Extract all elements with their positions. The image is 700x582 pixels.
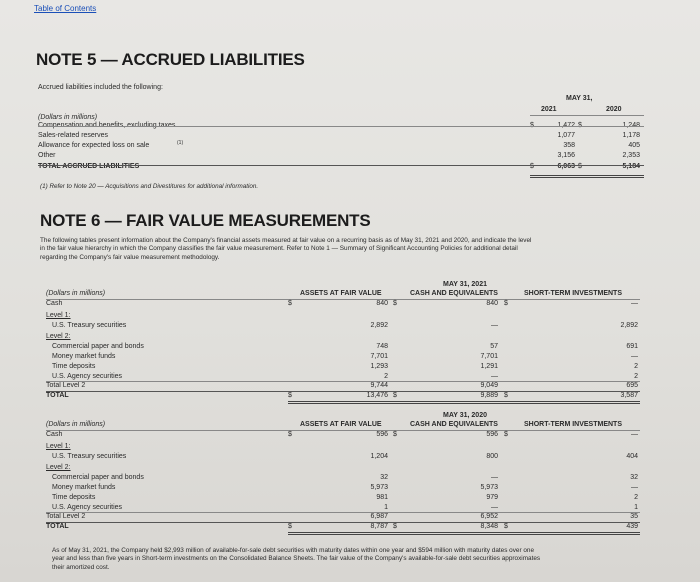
value-cash: 979 <box>486 493 498 501</box>
value-cash: 6,952 <box>480 513 498 521</box>
table-row-label: Commercial paper and bonds <box>52 474 144 482</box>
col-header-short-term: SHORT-TERM INVESTMENTS <box>524 421 623 428</box>
value-assets: 840 <box>376 300 388 307</box>
value-assets: 8,787 <box>370 523 388 531</box>
note5-intro: Accrued liabilities included the following: <box>38 84 163 91</box>
note5-title: NOTE 5 — ACCRUED LIABILITIES <box>36 50 305 69</box>
table-row-label: Sales-related reserves <box>38 132 109 139</box>
table-row-label: Time deposits <box>52 362 96 370</box>
value-assets: 1 <box>384 503 388 511</box>
value-cash: 9,889 <box>480 392 498 400</box>
table-row-label: Other <box>38 152 56 159</box>
value-2020: 1,248 <box>622 122 640 129</box>
currency-symbol: $ <box>504 431 508 438</box>
currency-symbol: $ <box>393 392 397 400</box>
value-short-term: — <box>631 484 638 491</box>
currency-symbol: $ <box>393 431 397 438</box>
value-short-term: — <box>631 353 638 360</box>
table-row-label: Allowance for expected loss on sale <box>38 142 150 149</box>
currency-symbol: $ <box>504 300 508 307</box>
value-2021: 358 <box>563 142 575 149</box>
value-short-term: 32 <box>630 474 638 482</box>
currency-symbol: $ <box>504 392 508 400</box>
total-rule <box>46 522 640 523</box>
value-cash: 57 <box>490 343 498 351</box>
total-rule <box>46 391 640 392</box>
value-cash: 800 <box>486 452 498 460</box>
table-row-label: U.S. Agency securities <box>52 372 123 380</box>
value-short-term: 404 <box>626 452 638 460</box>
table-date-header: MAY 31, 2020 <box>443 412 487 419</box>
value-cash: — <box>491 503 498 511</box>
value-assets: 9,744 <box>370 382 388 390</box>
table-row-label: Total Level 2 <box>46 382 86 390</box>
value-cash: — <box>491 474 498 482</box>
table-row-label: Level 2: <box>46 464 71 472</box>
note5-year-2020: 2020 <box>606 106 622 113</box>
value-short-term: 35 <box>630 513 638 521</box>
currency-symbol: $ <box>393 300 397 307</box>
value-assets: 1,204 <box>370 452 388 460</box>
table-row-label: U.S. Agency securities <box>52 503 123 511</box>
value-short-term: 695 <box>626 382 638 390</box>
currency-symbol: $ <box>578 122 582 129</box>
table-row-label: Cash <box>46 300 63 307</box>
note5-units: (Dollars in millions) <box>38 114 98 121</box>
value-short-term: 2,892 <box>620 321 638 329</box>
value-cash: — <box>491 321 498 329</box>
value-short-term: 1 <box>634 503 638 511</box>
currency-symbol: $ <box>530 163 534 170</box>
value-2020: 1,178 <box>622 132 640 139</box>
value-2021: 1,472 <box>557 122 575 129</box>
table-units: (Dollars in millions) <box>46 290 106 297</box>
value-assets: 5,973 <box>370 484 388 491</box>
value-cash: 8,348 <box>480 523 498 531</box>
total-double-rule <box>288 401 640 404</box>
currency-symbol: $ <box>288 431 292 438</box>
note5-year-2021: 2021 <box>541 106 557 113</box>
value-cash: 7,701 <box>480 353 498 360</box>
value-assets: 7,701 <box>370 353 388 360</box>
value-short-term: 439 <box>626 523 638 531</box>
table-units: (Dollars in millions) <box>46 421 106 428</box>
value-assets: 2 <box>384 372 388 380</box>
table-of-contents-link[interactable]: Table of Contents <box>34 4 97 13</box>
note5-date-header: MAY 31, <box>566 95 593 102</box>
table-row-label: TOTAL <box>46 523 69 531</box>
currency-symbol: $ <box>288 300 292 307</box>
value-short-term: 691 <box>626 343 638 351</box>
value-short-term: 2 <box>634 493 638 501</box>
table-row-label: Level 2: <box>46 333 71 341</box>
currency-symbol: $ <box>578 163 582 170</box>
col-header-assets: ASSETS AT FAIR VALUE <box>300 421 382 428</box>
value-2021: 6,063 <box>557 163 575 170</box>
value-2020: 2,353 <box>622 152 640 159</box>
value-cash: 596 <box>486 431 498 438</box>
table-row-label: Level 1: <box>46 442 71 450</box>
currency-symbol: $ <box>393 523 397 531</box>
table-row-label: Total Level 2 <box>46 513 86 521</box>
table-row-label: Level 1: <box>46 311 71 319</box>
table-row-label: U.S. Treasury securities <box>52 321 127 329</box>
value-cash: 5,973 <box>480 484 498 491</box>
currency-symbol: $ <box>288 392 292 400</box>
value-2021: 3,156 <box>557 152 575 159</box>
value-assets: 596 <box>376 431 388 438</box>
value-assets: 1,293 <box>370 362 388 370</box>
table-row-label: Money market funds <box>52 484 116 491</box>
table-date-header: MAY 31, 2021 <box>443 281 487 288</box>
table-row-label: Compensation and benefits, excluding taxes <box>38 122 176 129</box>
value-cash: 840 <box>486 300 498 307</box>
note6-title: NOTE 6 — FAIR VALUE MEASUREMENTS <box>40 211 371 230</box>
value-assets: 2,892 <box>370 321 388 329</box>
value-cash: 9,049 <box>480 382 498 390</box>
table-row-label: Money market funds <box>52 353 116 360</box>
value-2020: 5,184 <box>622 163 640 170</box>
table-row-label: Commercial paper and bonds <box>52 343 144 351</box>
table-row-label: Time deposits <box>52 493 96 501</box>
value-assets: 981 <box>376 493 388 501</box>
value-assets: 32 <box>380 474 388 482</box>
value-cash: — <box>491 372 498 380</box>
value-2021: 1,077 <box>557 132 575 139</box>
value-short-term: 3,587 <box>620 392 638 400</box>
table-row-label: U.S. Treasury securities <box>52 452 127 460</box>
subtotal-rule <box>46 381 640 382</box>
value-2020: 405 <box>628 142 640 149</box>
currency-symbol: $ <box>504 523 508 531</box>
table-row-label: TOTAL ACCRUED LIABILITIES <box>38 163 140 170</box>
note5-footnote: (1) Refer to Note 20 — Acquisitions and Divestitures for additional information. <box>40 183 259 190</box>
col-header-short-term: SHORT-TERM INVESTMENTS <box>524 290 623 297</box>
table-row-label: Cash <box>46 431 63 438</box>
currency-symbol: $ <box>288 523 292 531</box>
note6-closing-text: As of May 31, 2021, the Company held $2,993 million of available-for-sale debt securities with maturity dates within one year and $594 million with maturity dates over one year and less than five years in Short-term investments on the Consolidated Balance Sheets. The fair value of the Company's available-for-sale debt securities approximates their amortized cost. <box>52 547 541 571</box>
value-assets: 13,476 <box>366 392 388 400</box>
value-short-term: — <box>631 431 638 438</box>
value-short-term: — <box>631 300 638 307</box>
col-header-assets: ASSETS AT FAIR VALUE <box>300 290 382 297</box>
value-assets: 748 <box>376 343 388 351</box>
value-cash: 1,291 <box>480 362 498 370</box>
subtotal-rule <box>46 512 640 513</box>
col-header-cash: CASH AND EQUIVALENTS <box>410 421 498 428</box>
currency-symbol: $ <box>530 122 534 129</box>
value-short-term: 2 <box>634 362 638 370</box>
col-header-cash: CASH AND EQUIVALENTS <box>410 290 498 297</box>
note6-intro: The following tables present information about the Company's financial assets measured at fair value on a recurring basis as of May 31, 2021 and 2020, and indicate the level in the fair value hierarchy in which the Company classifies the fair value measurement. Refer to Note 1 — Summary of Significant Accounting Policies for additional detail regarding the Company's fair value measurement methodology. <box>40 237 532 261</box>
footnote-marker: (1) <box>177 140 184 146</box>
table-row-label: TOTAL <box>46 392 69 400</box>
total-double-rule <box>288 532 640 535</box>
value-short-term: 2 <box>634 372 638 380</box>
value-assets: 6,987 <box>370 513 388 521</box>
